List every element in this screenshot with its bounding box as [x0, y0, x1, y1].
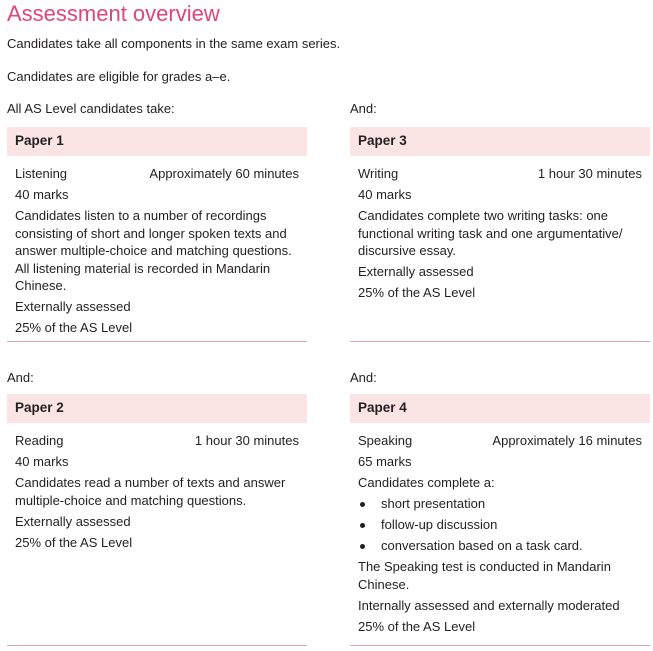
paper-4-note: The Speaking test is conducted in Mandarin Chinese.	[358, 559, 611, 592]
paper-1-heading: Paper 1	[7, 127, 307, 156]
paper-2-assessment: Externally assessed	[15, 513, 131, 529]
list-item: conversation based on a task card.	[358, 537, 642, 555]
paper-1-card	[7, 127, 307, 337]
paper-4-duration: Approximately 16 minutes	[492, 433, 642, 448]
paper-1-weight: 25% of the AS Level	[15, 320, 133, 335]
paper-1-description: Candidates listen to a number of recordings consisting of short and longer spoken texts and answer multiple-choice and matching questions. All listening material is recorded in Mandarin Chinese.	[15, 208, 292, 293]
paper-2-name: Reading	[15, 433, 64, 448]
intro-series: Candidates take all components in the same exam series.	[7, 36, 341, 51]
paper-3-name: Writing	[358, 166, 399, 181]
paper-3-duration: 1 hour 30 minutes	[537, 166, 642, 181]
paper-3-card	[350, 127, 650, 302]
paper-4-bullet-list	[358, 495, 642, 555]
paper-2-heading: Paper 2	[7, 394, 307, 423]
paper-2-card	[7, 394, 307, 551]
label-and-bottom-left: And:	[7, 370, 34, 385]
label-all-take: All AS Level candidates take:	[7, 101, 175, 116]
paper-3-heading: Paper 3	[350, 127, 650, 156]
paper-4-assessment: Internally assessed and externally moderated	[358, 597, 620, 613]
list-item: short presentation	[358, 495, 642, 513]
paper-2-marks: 40 marks	[15, 454, 69, 469]
paper-1-marks: 40 marks	[15, 187, 69, 202]
paper-4-weight: 25% of the AS Level	[358, 618, 476, 634]
paper-2-divider	[7, 645, 307, 646]
paper-1-assessment: Externally assessed	[15, 299, 131, 314]
bullet-icon	[360, 523, 365, 528]
bullet-icon	[360, 502, 365, 507]
paper-1-divider	[7, 341, 307, 342]
paper-4-divider	[350, 645, 650, 646]
page-title: Assessment overview	[7, 1, 220, 26]
paper-1-name: Listening	[15, 166, 68, 181]
paper-4-card	[350, 394, 650, 635]
paper-2-duration: 1 hour 30 minutes	[194, 433, 299, 448]
paper-4-name: Speaking	[358, 433, 413, 448]
paper-3-description: Candidates complete two writing tasks: one functional writing task and one argumentative/ discursive essay.	[358, 208, 623, 258]
label-and-top-right: And:	[350, 101, 377, 116]
paper-4-heading: Paper 4	[350, 394, 650, 423]
paper-1-duration: Approximately 60 minutes	[149, 166, 299, 181]
bullet-icon	[360, 544, 365, 549]
paper-3-marks: 40 marks	[358, 187, 412, 202]
paper-2-description: Candidates read a number of texts and answer multiple-choice and matching questions.	[15, 475, 286, 508]
paper-4-description: Candidates complete a:	[358, 475, 495, 490]
paper-3-weight: 25% of the AS Level	[358, 285, 476, 300]
paper-3-assessment: Externally assessed	[358, 264, 474, 279]
paper-3-divider	[350, 341, 650, 342]
paper-4-marks: 65 marks	[358, 454, 412, 469]
list-item: follow-up discussion	[358, 516, 642, 534]
label-and-bottom-right: And:	[350, 370, 377, 385]
intro-grades: Candidates are eligible for grades a–e.	[7, 69, 231, 84]
paper-2-weight: 25% of the AS Level	[15, 534, 133, 550]
